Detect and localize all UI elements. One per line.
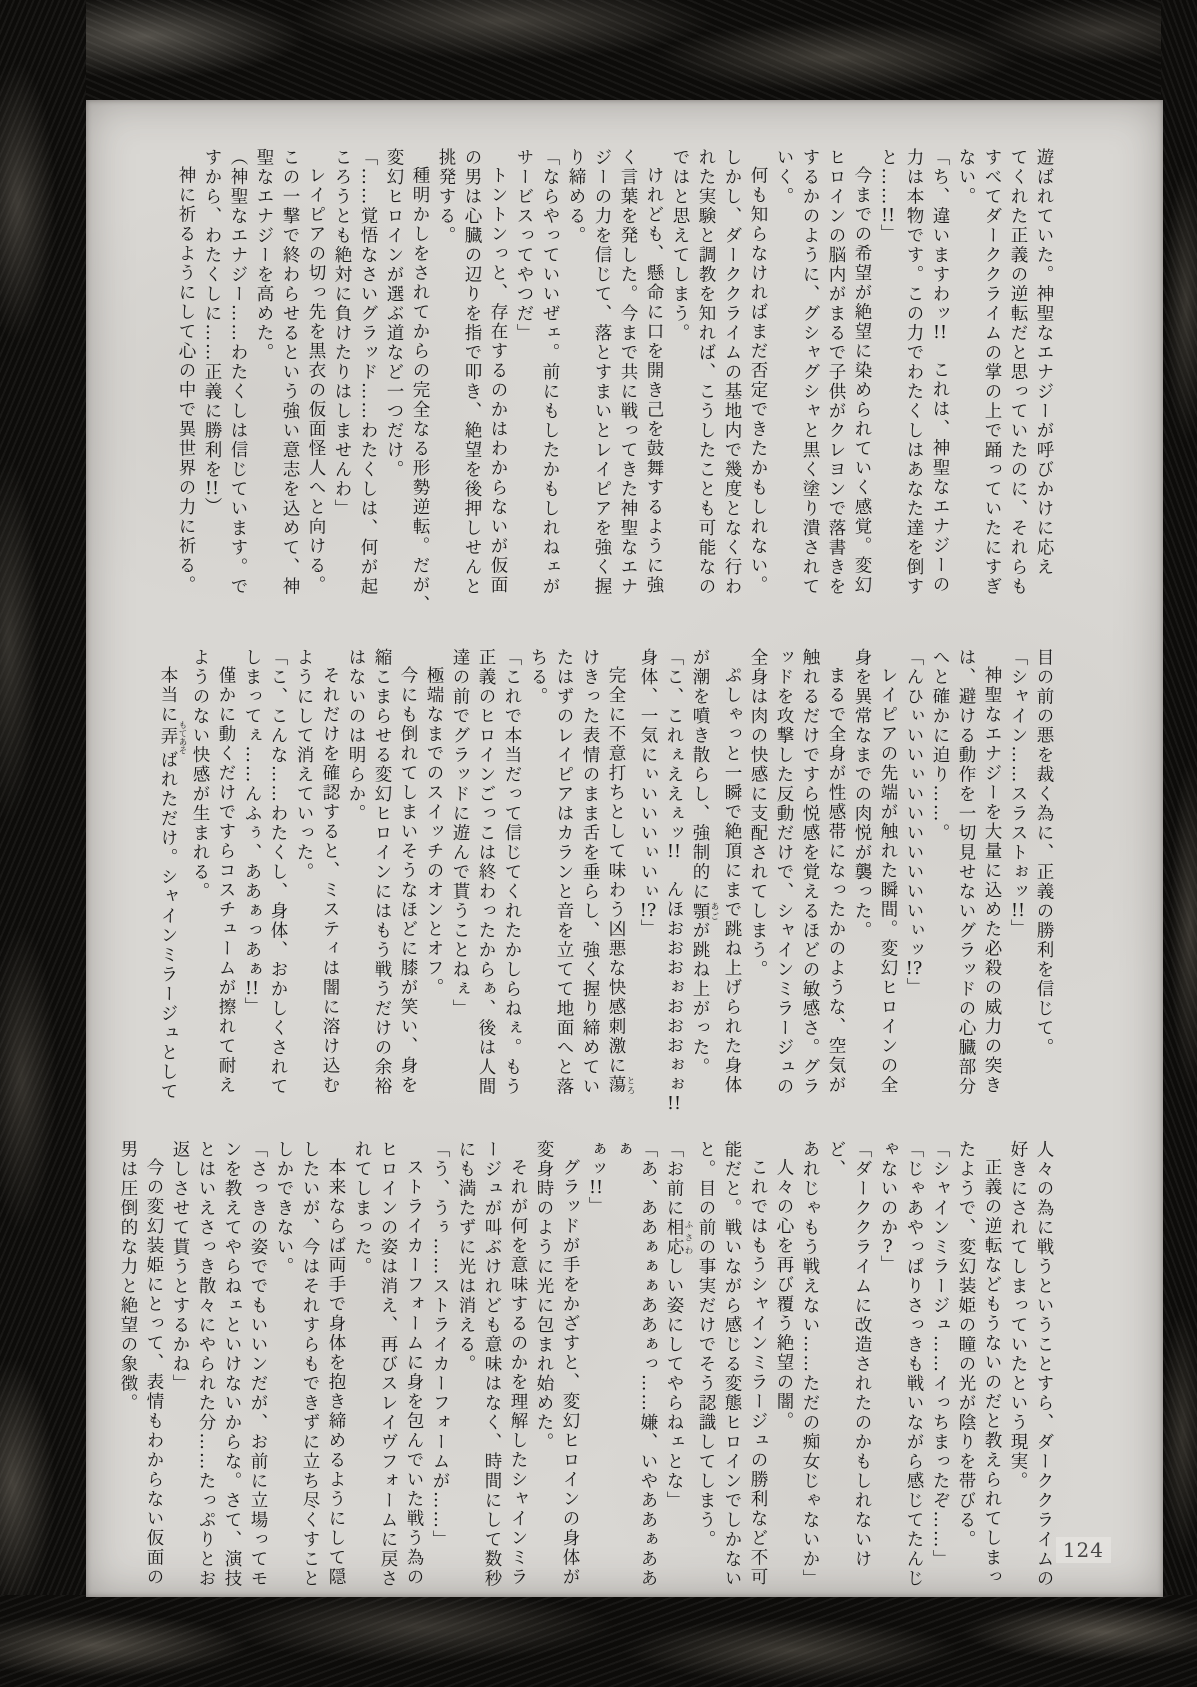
- torn-dark-border-top: [0, 0, 1197, 104]
- text-line: 「あ、ああぁぁぁああぁっ……嫌、いやああぁああぁ: [612, 1140, 658, 1589]
- text-line: 今までの希望が絶望に染められていく感覚。変幻: [852, 165, 872, 595]
- text-line: （神聖なエナジー……わたくしは信じています。で: [228, 148, 248, 597]
- text-line: それが何を意味するのかを理解したシャインミラ: [508, 1157, 528, 1587]
- text-line: たはずのレイピアはカランと音を立てて地面へと落: [554, 648, 574, 1097]
- text-line: が潮を噴き散らし、強制的に顎 あごが跳ね上がった。: [690, 648, 719, 1077]
- text-line: けれども、懸命に口を開き己を鼓舞するように強: [644, 165, 664, 595]
- text-line: にも満たずに光は消える。: [456, 1140, 476, 1374]
- text-line: 「こ、これぇええぇッ!! んほおおおぉおおおぉぉ!!: [664, 648, 684, 1112]
- text-line: 遊ばれていた。神聖なエナジーが呼びかけに応え: [1034, 148, 1054, 577]
- text-line: 目の前の悪を裁く為に、正義の勝利を信じて。: [1034, 648, 1054, 1058]
- text-line: ンを教えてやらねェといけないからな。さて、演技: [222, 1140, 242, 1589]
- text-line: の男は心臓の辺りを指で叩き、絶望を後押しせんと: [462, 148, 482, 597]
- text-line: いく。: [774, 148, 794, 207]
- text-line: 「……覚悟なさいグラッド……わたくしは、何が起: [358, 148, 378, 597]
- text-line: 本当に弄 もてあそばれただけ。シャインミラージュとして: [158, 665, 187, 1101]
- text-line: レイピアの切っ先を黒衣の仮面怪人へと向ける。: [306, 165, 326, 595]
- text-line: 力は本物です。この力でわたくしはあなた達を倒す: [904, 148, 924, 597]
- text-line: 挑発する。: [436, 148, 456, 246]
- text-line: けきった表情のまま舌を垂らし、強く握り締めてい: [580, 648, 600, 1097]
- text-line: 「ち、違いますわッ!! これは、神聖なエナジーの: [930, 148, 950, 595]
- text-line: 「これで本当だって信じてくれたかしらねぇ。もう: [502, 648, 522, 1097]
- text-line: 「んひぃいいぃいいいいいいいぃッ!?」: [904, 648, 924, 997]
- text-line: ヒロインの姿は消え、再びスレイヴフォームに戻さ: [378, 1140, 398, 1589]
- text-line: 正義のヒロインごっこは終わったからぁ、後は人間: [476, 648, 496, 1097]
- text-line: 神聖なエナジーを大量に込めた必殺の威力の突き: [982, 665, 1002, 1095]
- text-line: 全身は肉の快感に支配されてしまう。: [748, 648, 768, 980]
- text-line: それだけを確認すると、ミスティは闇に溶け込む: [320, 665, 340, 1095]
- text-line: この一撃で終わらせるという強い意志を込めて、神: [280, 148, 300, 597]
- text-line: ジーの力を信じて、落とすまいとレイピアを強く握: [592, 148, 612, 597]
- text-line: 今にも倒れてしまいそうなほどに膝が笑い、身を: [398, 665, 418, 1095]
- text-line: するかのように、グシャグシャと黒く塗り潰されて: [800, 148, 820, 597]
- torn-dark-border-left: [0, 0, 86, 1687]
- text-line: へと確かに迫り……。: [930, 648, 950, 843]
- text-line: 「さっきの姿ででもいいンだが、お前に立場ってモ: [248, 1140, 268, 1589]
- text-line: 僅かに動くだけですらコスチュームが擦れて耐え: [216, 665, 236, 1095]
- text-line: ようにして消えていった。: [294, 648, 314, 882]
- text-line: ッドを攻撃した反動だけで、シャインミラージュの: [774, 648, 794, 1097]
- text-line: 極端なまでのスイッチのオンとオフ。: [424, 665, 444, 997]
- text-line: ージュが叫ぶけれども意味はなく、時間にして数秒: [482, 1140, 502, 1589]
- text-band-bottom: [115, 1140, 1057, 1596]
- text-line: 変幻ヒロインが選ぶ道など一つだけ。: [384, 148, 404, 480]
- text-line: たようで、変幻装姫の瞳の光が陰りを帯びる。: [956, 1140, 976, 1550]
- text-line: 触れるだけですら悦感を覚えるほどの敏感さ。グラ: [800, 648, 820, 1097]
- text-line: ようのない快感が生まれる。: [190, 648, 210, 902]
- text-line: く言葉を発した。今まで共に戦ってきた神聖なエナ: [618, 148, 638, 597]
- text-line: 能だと。戦いながら感じる変態ヒロインでしかない: [722, 1140, 742, 1589]
- torn-dark-border-bottom: [0, 1595, 1197, 1687]
- text-line: しかし、ダーククライムの基地内で幾度となく行わ: [722, 148, 742, 597]
- text-line: ぷしゃっと一瞬で絶頂にまで跳ね上げられた身体: [722, 665, 742, 1095]
- text-line: 変身時のように光に包まれ始めた。: [534, 1140, 554, 1452]
- text-line: はないのは明らか。: [346, 648, 366, 824]
- text-line: 男は圧倒的な力と絶望の象徴。: [118, 1140, 138, 1413]
- text-line: ない。: [956, 148, 976, 207]
- text-line: したいが、今はそれすらもできずに立ち尽くすこと: [300, 1140, 320, 1589]
- text-line: れた実験と調教を知れば、こうしたことも可能なの: [696, 148, 716, 597]
- text-line: グラッドが手をかざすと、変幻ヒロインの身体が: [560, 1157, 580, 1587]
- text-line: 達の前でグラッドに遊んで貰うことねぇ」: [450, 648, 470, 1019]
- text-line: ころうとも絶対に負けたりはしませんわ」: [332, 148, 352, 519]
- text-line: 「ならやっていいぜェ。前にもしたかもしれねェが: [540, 148, 560, 597]
- text-line: ちる。: [528, 648, 548, 707]
- text-band-top: [173, 148, 1057, 620]
- text-line: しまってぇ……んふぅ、ああぁっあぁ!!」: [242, 648, 262, 1017]
- text-line: れてしまった。: [352, 1140, 372, 1277]
- page-number: 124: [1056, 1537, 1111, 1563]
- text-line: 「う、うぅ……ストライカーフォームが……」: [430, 1140, 450, 1550]
- text-line: 「シャインミラージュ……イっちまったぞ……」: [930, 1140, 950, 1569]
- text-line: 本来ならば両手で身体を抱き締めるようにして隠: [326, 1157, 346, 1587]
- text-line: トントンっと、存在するのかはわからないが仮面: [488, 165, 508, 595]
- text-line: 聖なエナジーを高めた。: [254, 148, 274, 363]
- text-line: とはいえさっき散々にやられた分……たっぷりとお: [196, 1140, 216, 1589]
- text-line: あれじゃもう戦えない……ただの痴女じゃないか」: [800, 1140, 820, 1589]
- page-paper: [86, 100, 1163, 1597]
- text-line: ではと思えてしまう。: [670, 148, 690, 343]
- text-line: すから、わたくしに……正義に勝利を!!）: [202, 148, 222, 517]
- text-line: 正義の逆転などもうないのだと教えられてしまっ: [982, 1157, 1002, 1587]
- text-line: 「シャイン……スラストぉッ!!」: [1008, 648, 1028, 939]
- text-line: レイピアの先端が触れた瞬間。変幻ヒロインの全: [878, 665, 898, 1095]
- torn-dark-border-right: [1161, 0, 1197, 1687]
- text-line: 今の変幻装姫にとって、表情もわからない仮面の: [144, 1157, 164, 1587]
- text-line: 人々の心を再び覆う絶望の闇。: [774, 1157, 794, 1431]
- text-line: ぁッ!!」: [586, 1140, 606, 1216]
- text-line: まるで全身が性感帯になったかのような、空気が: [826, 665, 846, 1095]
- text-line: てくれた正義の逆転だと思っていたのに、それらも: [1008, 148, 1028, 597]
- text-line: 人々の為に戦うということすら、ダーククライムの: [1034, 1140, 1054, 1589]
- text-line: り締める。: [566, 148, 586, 246]
- text-line: は、避ける動作を一切見せないグラッドの心臓部分: [956, 648, 976, 1097]
- text-line: ゃないのか?」: [878, 1140, 898, 1275]
- text-line: 種明かしをされてからの完全なる形勢逆転。だが、: [410, 165, 430, 614]
- text-line: と。目の前の事実だけでそう認識してしまう。: [696, 1140, 716, 1550]
- text-line: サービスってやつだ」: [514, 148, 534, 343]
- text-line: ヒロインの脳内がまるで子供がクレヨンで落書きを: [826, 148, 846, 597]
- text-line: と……!!」: [878, 148, 898, 244]
- text-line: 何も知らなければまだ否定できたかもしれない。: [748, 165, 768, 595]
- text-line: すべてダーククライムの掌の上で踊っていたにすぎ: [982, 148, 1002, 597]
- text-line: 神に祈るようにして心の中で異世界の力に祈る。: [176, 165, 196, 595]
- text-line: 「ダーククライムに改造されたのかもしれないけど、: [826, 1140, 872, 1569]
- text-line: 「こ、こんな……わたくし、身体、おかしくされて: [268, 648, 288, 1097]
- text-line: しかできない。: [274, 1140, 294, 1277]
- text-line: 身を異常なまでの肉悦が襲った。: [852, 648, 872, 941]
- text-line: 「お前に相応 ふさわしい姿にしてやらねェとな」: [664, 1140, 693, 1511]
- text-line: 返しさせて貰うとするかね」: [170, 1140, 190, 1394]
- text-line: ストライカーフォームに身を包んでいた戦う為の: [404, 1157, 424, 1587]
- text-line: 好きにされてしまっていたという現実。: [1008, 1140, 1028, 1491]
- text-line: 完全に不意打ちとして味わう凶悪な快感刺激に蕩 とろ: [606, 665, 635, 1095]
- text-line: 身体、一気にぃいいいぃいぃ!?」: [638, 648, 658, 939]
- text-line: 「じゃあやっぱりさっきも戦いながら感じてたんじ: [904, 1140, 924, 1589]
- text-line: 縮こまらせる変幻ヒロインにはもう戦うだけの余裕: [372, 648, 392, 1097]
- text-band-middle: [155, 648, 1057, 1120]
- text-line: これではもうシャインミラージュの勝利など不可: [748, 1157, 768, 1587]
